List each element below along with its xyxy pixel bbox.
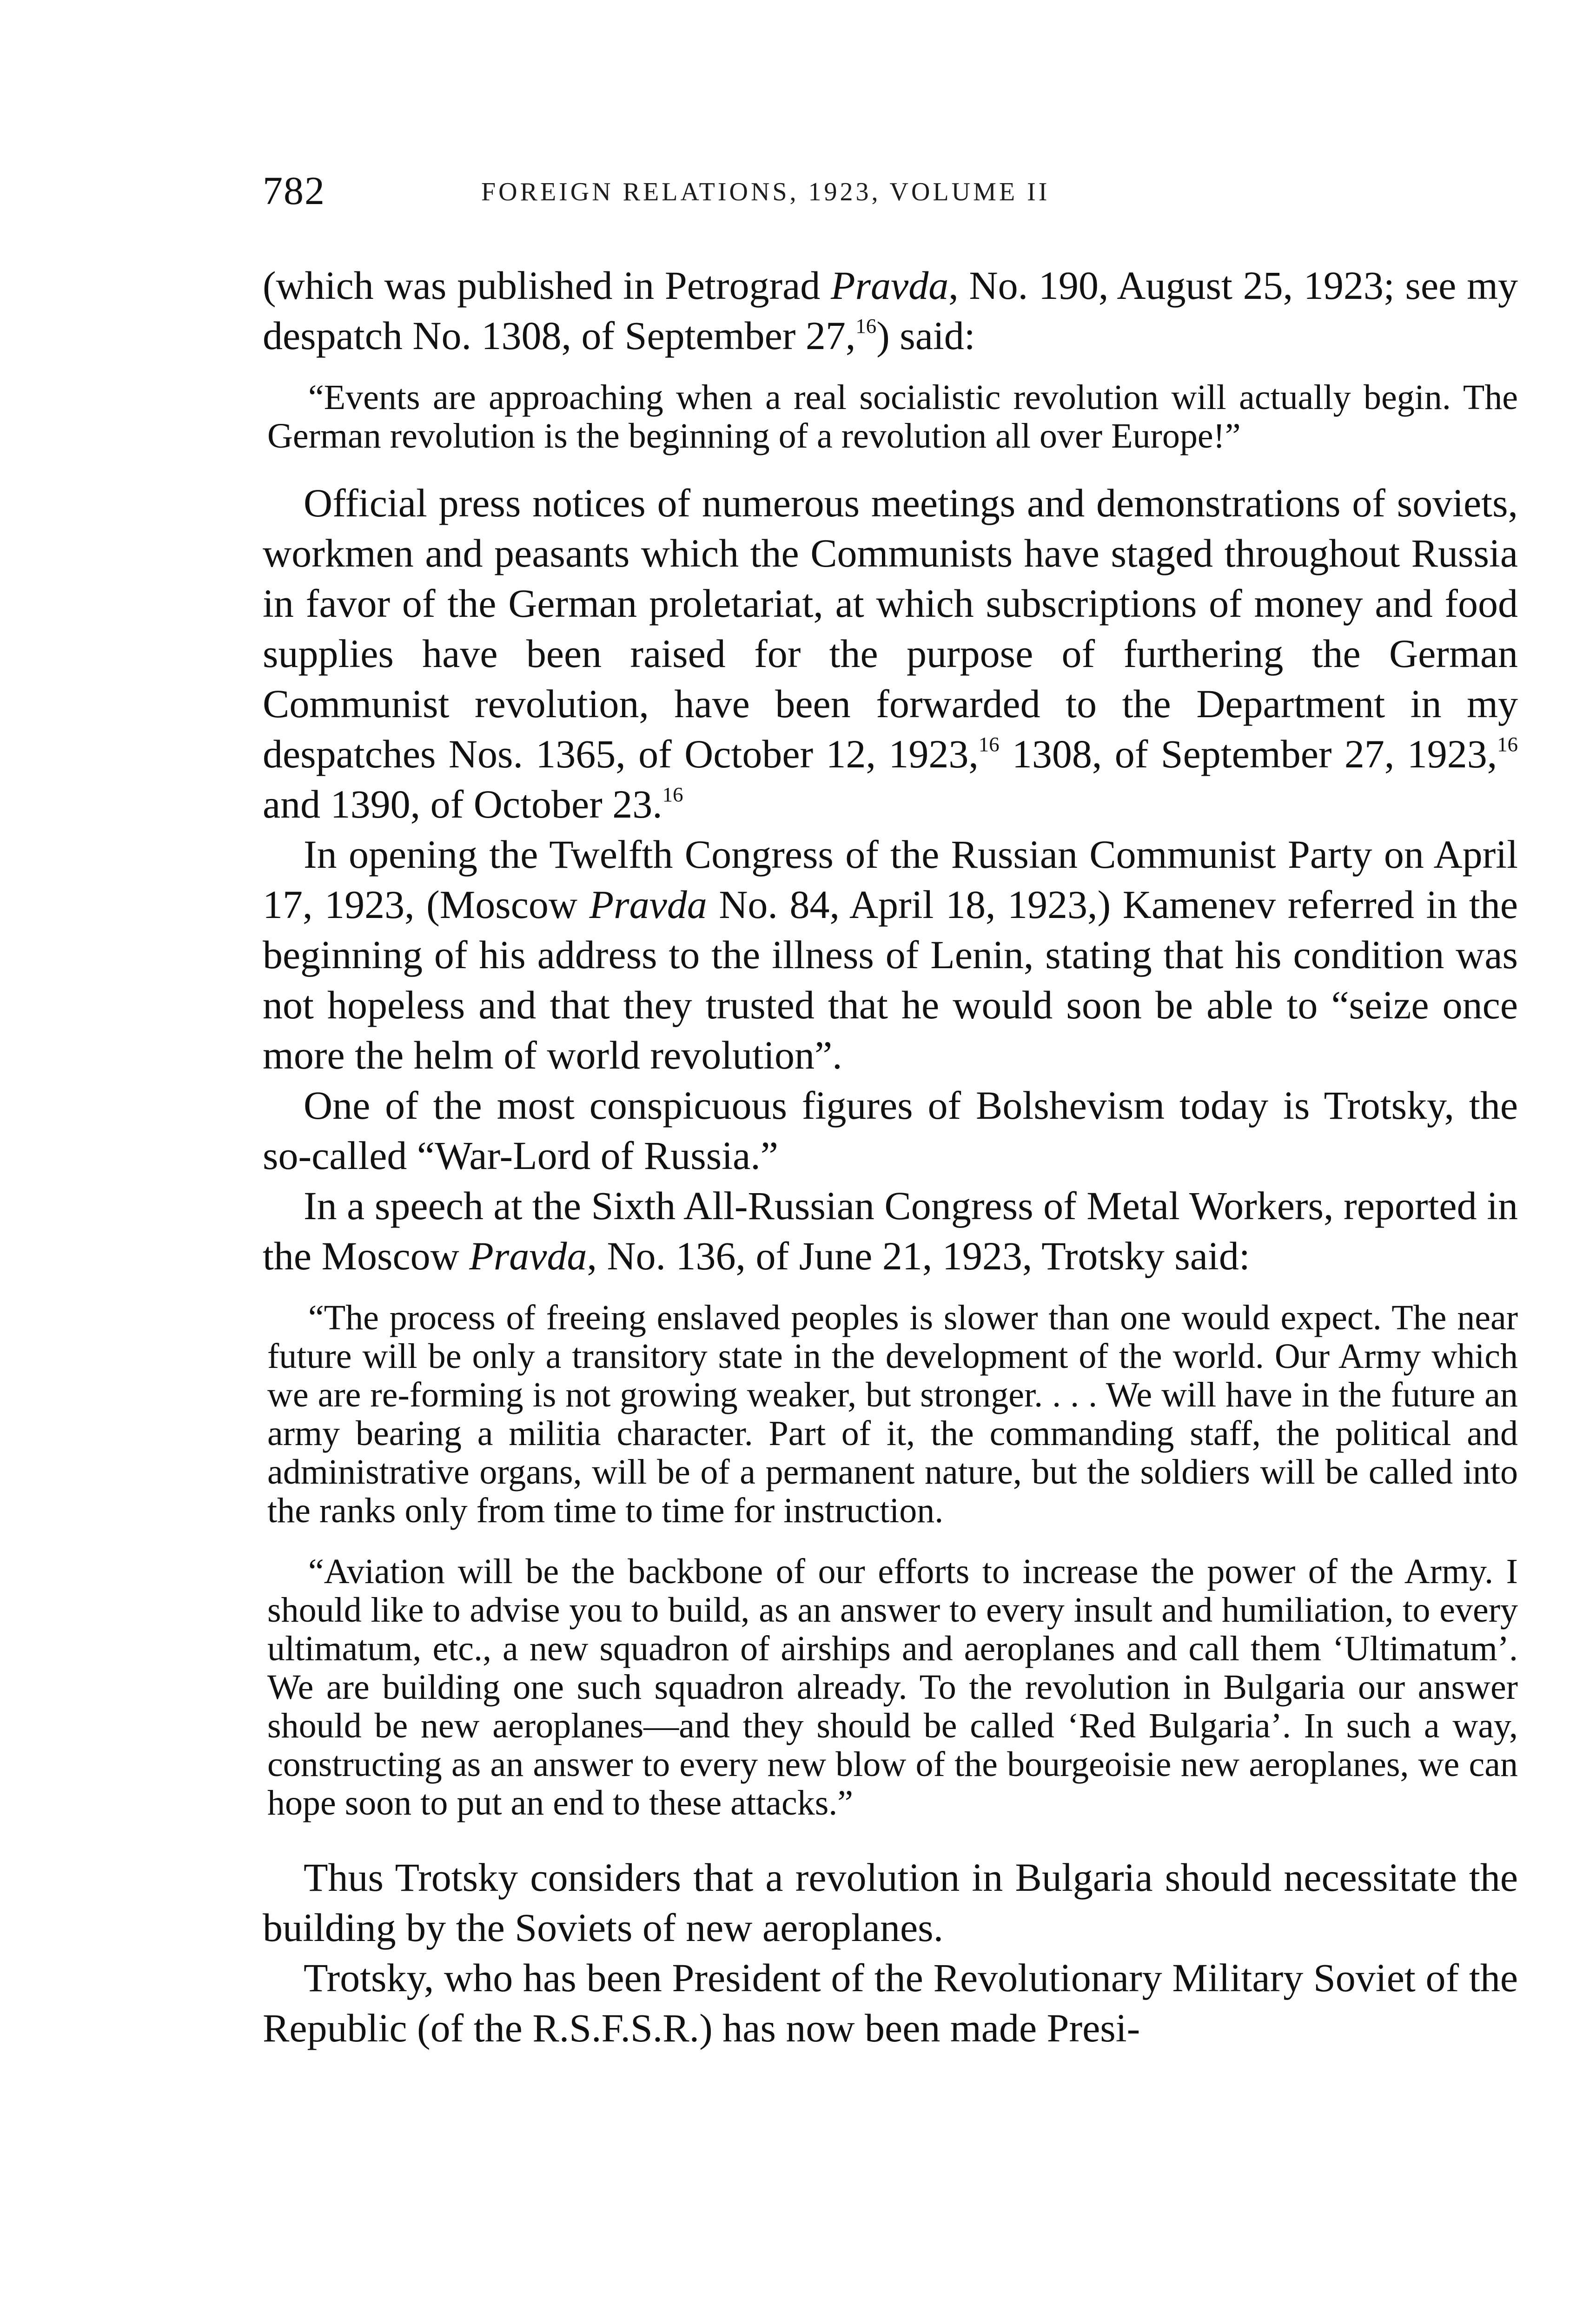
paragraph-trotsky-president: [263, 1953, 1518, 2053]
footnote-reference: 16: [662, 783, 683, 806]
paragraph-pravda-intro: [263, 260, 1518, 361]
text-run: 1308, of September 27, 1923,: [999, 732, 1497, 776]
paragraph-conspicuous-figures: [263, 1080, 1518, 1181]
footnote-reference: 16: [1497, 733, 1518, 756]
text-run: and 1390, of October 23.: [263, 782, 662, 826]
text-run: “Events are approaching when a real socialistic revolution will actually begin. The German revolution is the beginning of a revolution all over Europe!”: [267, 378, 1518, 456]
text-run: ) said:: [876, 313, 975, 358]
text-run: Trotsky, who has been President of the Revolutionary Military Soviet of the Republic (of the R.S.F.S.R.) has now been made Presi-: [263, 1955, 1518, 2050]
body-text: [263, 260, 1518, 2053]
text-run: No. 84, April 18, 1923,) Kamenev referred in the beginning of his address to the illness of Lenin, stating that his condition was not hopeless and that they trusted that he would soon be able to “seize once more the helm of world revolution”.: [263, 882, 1518, 1077]
quote-aviation: [267, 1552, 1518, 1822]
text-run: Official press notices of numerous meetings and demonstrations of soviets, workmen and peasants which the Communists have staged throughout Russia in favor of the German proletariat, at which subscriptions of money and food supplies have been raised for the purpose of furthering the German Communist revolution, have been forwarded to the Department in my despatches Nos. 1365, of October 12, 1923,: [263, 481, 1518, 776]
text-run: , No. 190, August 25, 1923; see my despatch No. 1308, of September 27,: [263, 263, 1518, 358]
text-run: In a speech at the Sixth All-Russian Congress of Metal Workers, reported in the Moscow: [263, 1183, 1518, 1278]
page-number: 782: [263, 168, 325, 213]
text-run: In opening the Twelfth Congress of the Russian Communist Party on April 17, 1923, (Moscow: [263, 832, 1518, 927]
text-run: One of the most conspicuous figures of Bolshevism today is Trotsky, the so-called “War-Lord of Russia.”: [263, 1083, 1518, 1178]
paragraph-metal-workers-speech: [263, 1181, 1518, 1281]
italic-title: Pravda: [831, 263, 949, 308]
text-run: (which was published in Petrograd: [263, 263, 831, 308]
italic-title: Pravda: [469, 1234, 587, 1278]
text-run: “The process of freeing enslaved peoples is slower than one would expect. The near future will be only a transitory state in the development of the world. Our Army which we are re-forming is not growing weaker, but stronger. . . . We will have in the future an army bearing a militia character. Part of it, the commanding staff, the political and administrative organs, will be of a permanent nature, but the soldiers will be called into the ranks only from time to time for instruction.: [267, 1298, 1518, 1530]
italic-title: Pravda: [589, 882, 707, 927]
paragraph-press-notices: [263, 478, 1518, 829]
footnote-reference: 16: [978, 733, 1000, 756]
footnote-reference: 16: [855, 314, 877, 338]
quote-enslaved-peoples: [267, 1299, 1518, 1530]
quote-events-approaching: [267, 378, 1518, 456]
text-run: , No. 136, of June 21, 1923, Trotsky said:: [587, 1234, 1250, 1278]
page-header: [263, 167, 1518, 214]
paragraph-bulgaria-aeroplanes: [263, 1852, 1518, 1953]
text-run: “Aviation will be the backbone of our efforts to increase the power of the Army. I should like to advise you to build, as an answer to every insult and humiliation, to every ultimatum, etc., a new squadron of airships and aeroplanes and call them ‘Ultimatum’. We are building one such squadron already. To the revolution in Bulgaria our answer should be new aeroplanes—and they should be called ‘Red Bulgaria’. In such a way, constructing as an answer to every new blow of the bourgeoisie new aeroplanes, we can hope soon to put an end to these attacks.”: [267, 1552, 1518, 1822]
paragraph-twelfth-congress: [263, 829, 1518, 1080]
running-head: FOREIGN RELATIONS, 1923, VOLUME II: [481, 178, 1050, 206]
text-run: Thus Trotsky considers that a revolution in Bulgaria should necessitate the building by the Soviets of new aeroplanes.: [263, 1855, 1518, 1950]
